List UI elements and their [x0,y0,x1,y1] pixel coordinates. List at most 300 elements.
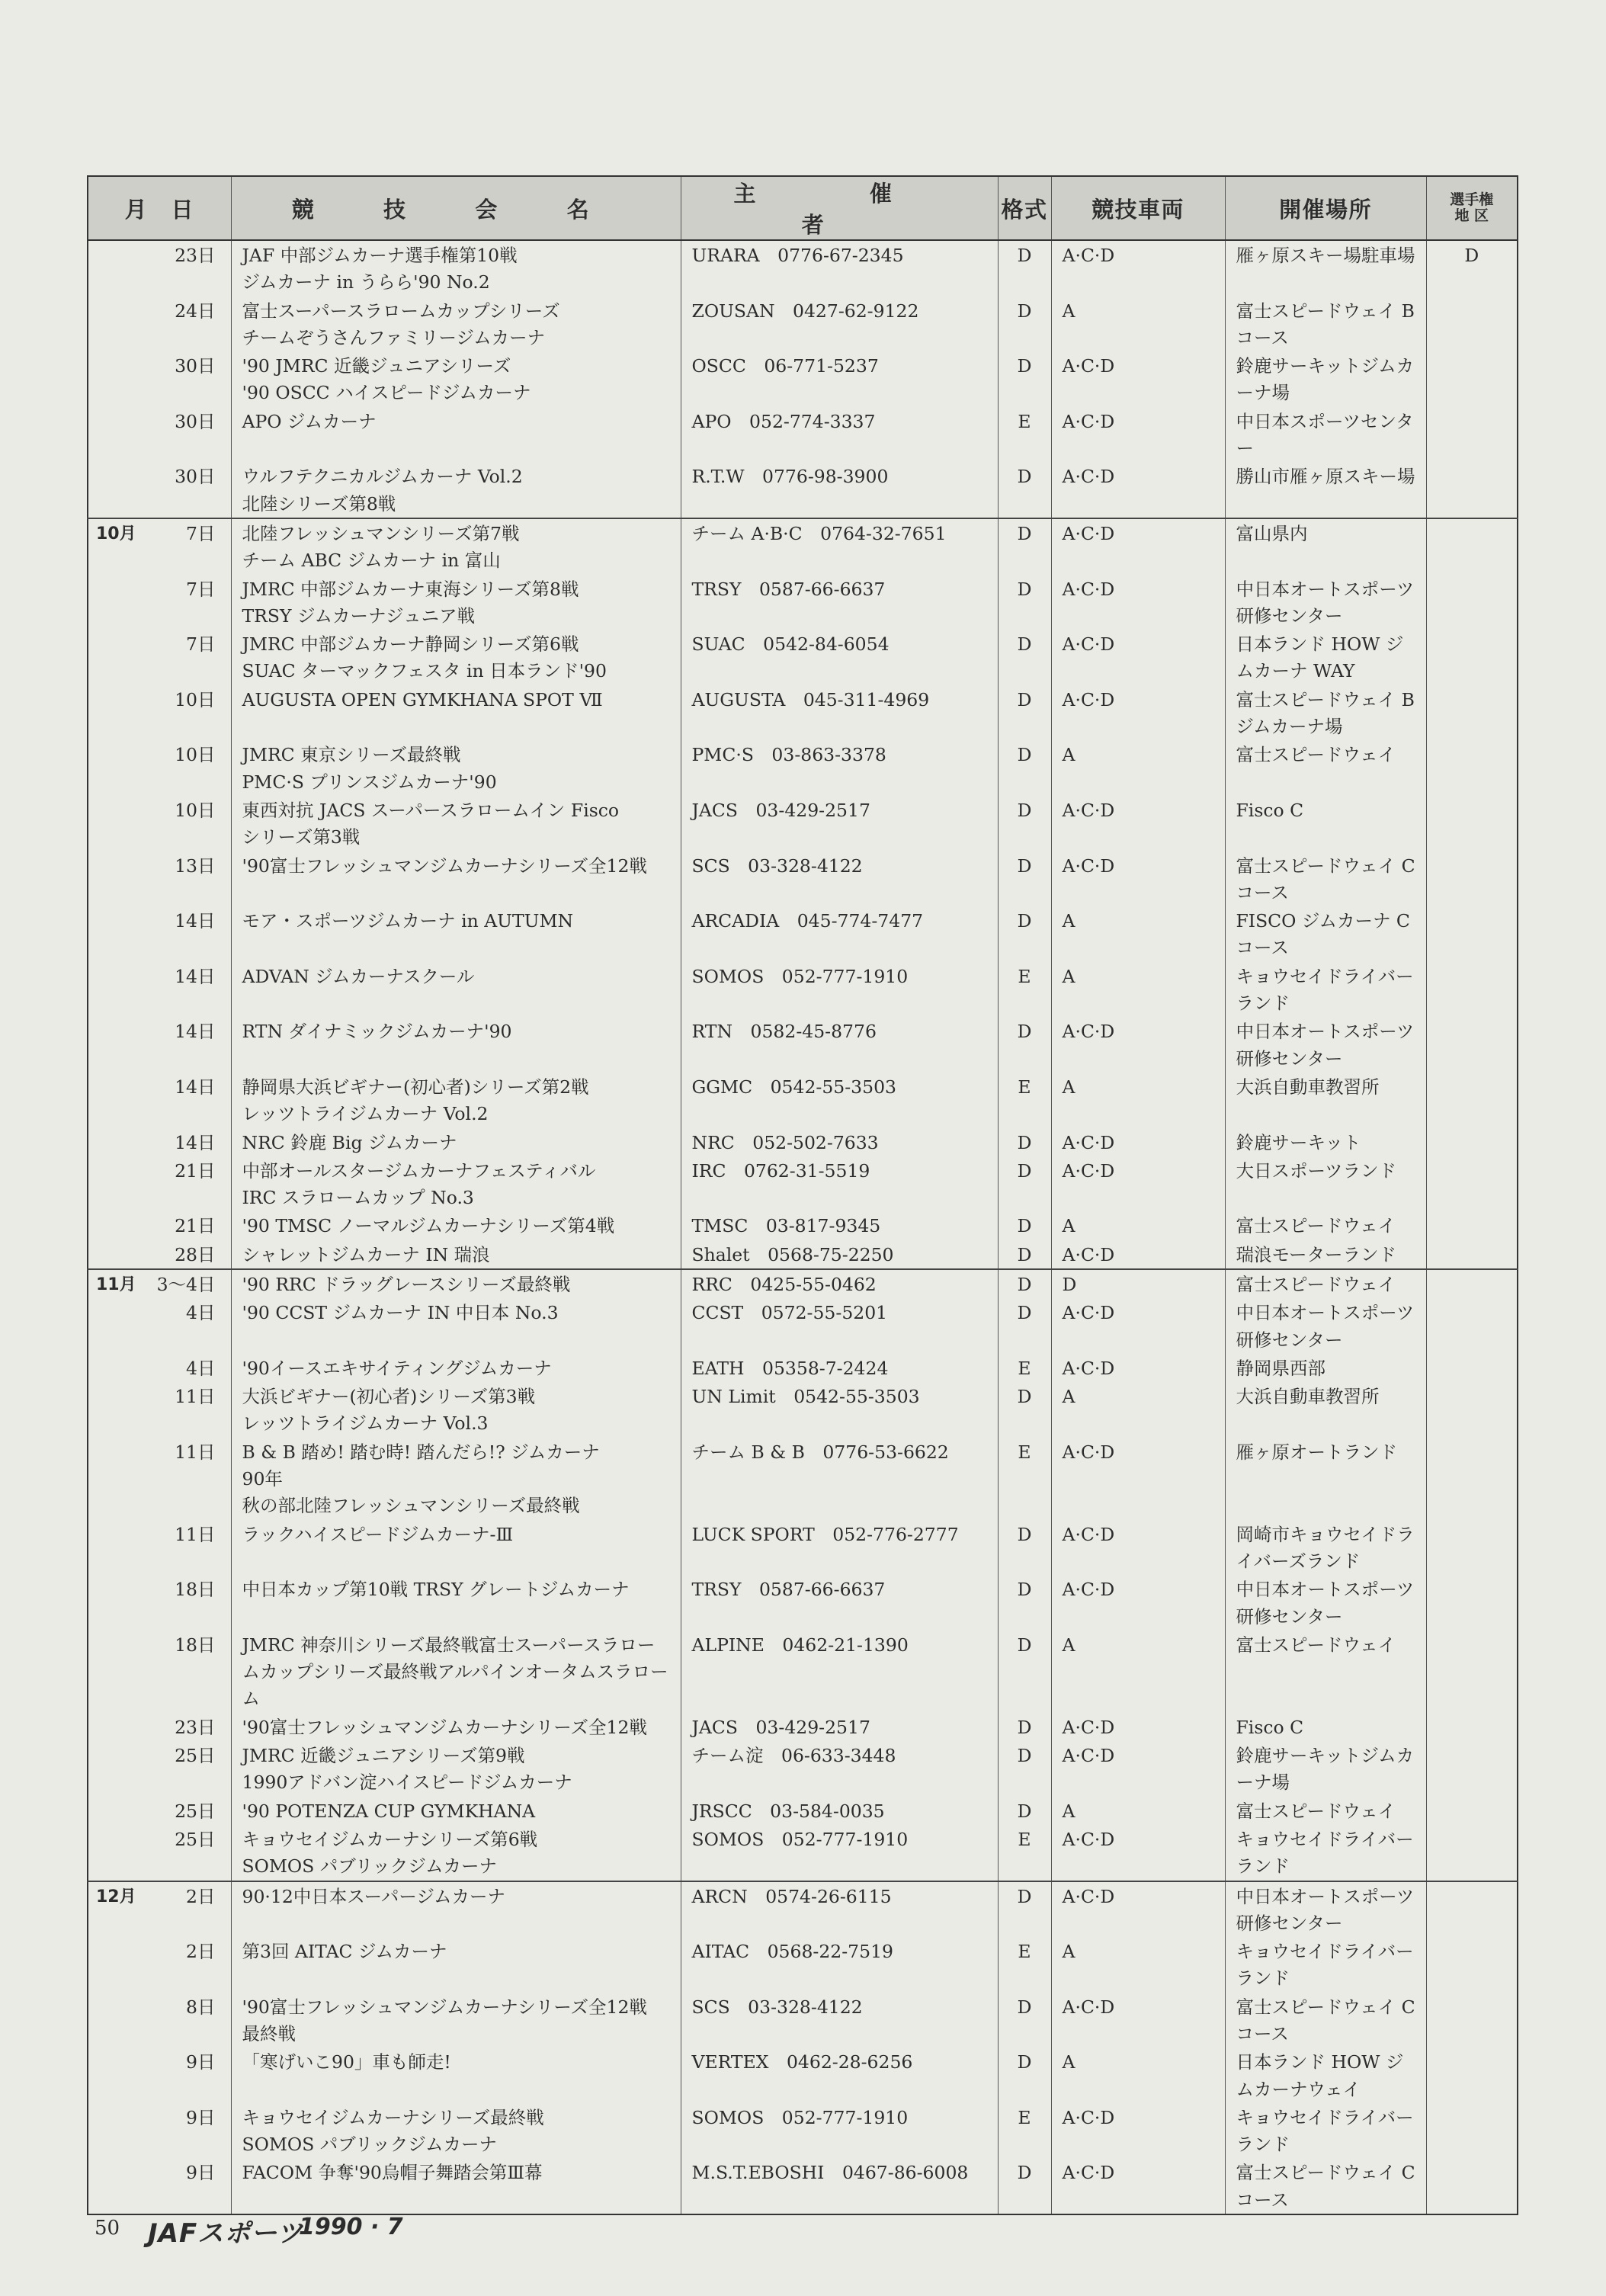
event-name-cell [231,1211,681,1239]
region-cell [1426,1713,1518,1741]
event-name-line: 北陸シリーズ第8戦 [242,492,396,515]
organizer-cell: ARCADIA 045-774-7477 [681,906,998,962]
event-name-cell [231,1937,681,1993]
format-cell: D [998,351,1051,407]
organizer-cell: EATH 05358-7-2424 [681,1354,998,1382]
vehicles-cell: A [1051,740,1225,796]
table-row [88,2047,1518,2103]
event-name-cell [231,1240,681,1269]
organizer-cell: R.T.W 0776-98-3900 [681,462,998,518]
day-label: 2日 [186,1885,216,1907]
vehicles-cell: A [1051,962,1225,1018]
venue-cell: 中日本オートスポーツ研修センター [1225,575,1426,630]
event-name-cell [231,575,681,630]
table-row [88,1269,1518,1298]
event-name-line: FACOM 争奪'90烏帽子舞踏会第Ⅲ幕 [242,2162,543,2184]
event-name-line: JAF 中部ジムカーナ選手権第10戦 [242,245,518,266]
format-cell: E [998,1438,1051,1520]
header-row [88,176,1518,240]
region-cell [1426,518,1518,575]
header-venue: 開催場所 [1225,176,1426,240]
format-cell: D [998,1017,1051,1073]
event-name-line: '90富士フレッシュマンジムカーナシリーズ全12戦 [242,1716,647,1738]
region-cell [1426,1354,1518,1382]
event-name-line: ラックハイスピードジムカーナ-Ⅲ [242,1523,514,1545]
organizer-cell: RTN 0582-45-8776 [681,1017,998,1073]
event-name-cell [231,1741,681,1797]
event-name-cell [231,462,681,518]
day-label: 10日 [175,744,216,766]
region-cell [1426,2158,1518,2214]
table-row [88,685,1518,741]
day-label: 25日 [175,1828,216,1850]
table-row [88,1520,1518,1576]
event-name-line: キョウセイジムカーナシリーズ最終戦 [242,2106,544,2128]
format-cell: E [998,1937,1051,1993]
date-cell [88,1269,231,1298]
date-cell [88,1575,231,1631]
event-name-line: 「寒げいこ90」車も師走! [242,2051,451,2073]
event-name-line: SUAC ターマックフェスタ in 日本ランド'90 [242,660,607,682]
region-cell [1426,685,1518,741]
format-cell: D [998,240,1051,297]
vehicles-cell: A·C·D [1051,407,1225,463]
event-name-line: ジムカーナ in うらら'90 No.2 [242,271,490,293]
header-region-bottom: 地 区 [1454,207,1489,224]
venue-cell: キョウセイドライバーランド [1225,1825,1426,1881]
date-cell [88,297,231,352]
issue-date: 1990 · 7 [299,2214,403,2240]
vehicles-cell: A·C·D [1051,1128,1225,1156]
day-label: 24日 [175,300,216,322]
table-row [88,1073,1518,1128]
table-row [88,297,1518,352]
header-vehicles: 競技車両 [1051,176,1225,240]
format-cell: D [998,1575,1051,1631]
venue-cell: Fisco C [1225,1713,1426,1741]
organizer-cell: LUCK SPORT 052-776-2777 [681,1520,998,1576]
venue-cell: 富士スピードウェイ [1225,740,1426,796]
organizer-cell: JRSCC 03-584-0035 [681,1797,998,1825]
venue-cell: キョウセイドライバーランド [1225,962,1426,1018]
event-name-line: ムカップシリーズ最終戦アルパインオータムスラロー [242,1661,668,1683]
venue-cell: 富士スピードウェイ C コース [1225,1993,1426,2048]
vehicles-cell: A·C·D [1051,240,1225,297]
date-cell [88,351,231,407]
organizer-cell: ARCN 0574-26-6115 [681,1881,998,1938]
organizer-cell: Shalet 0568-75-2250 [681,1240,998,1269]
table-row [88,851,1518,907]
table-row [88,1298,1518,1354]
table-row [88,1211,1518,1239]
venue-cell: 鈴鹿サーキットジムカーナ場 [1225,1741,1426,1797]
format-cell: D [998,2158,1051,2214]
vehicles-cell: A·C·D [1051,851,1225,907]
region-cell [1426,1937,1518,1993]
region-cell [1426,1156,1518,1212]
event-name-cell [231,2158,681,2214]
day-label: 11日 [175,1386,216,1408]
region-cell [1426,297,1518,352]
table-row [88,630,1518,685]
region-cell [1426,1520,1518,1576]
event-name-line: 90·12中日本スーパージムカーナ [242,1885,506,1907]
event-name-cell [231,1881,681,1938]
event-name-line: RTN ダイナミックジムカーナ'90 [242,1021,512,1043]
table-row [88,1017,1518,1073]
format-cell: E [998,1354,1051,1382]
month-label: 12月 [96,1887,136,1906]
date-cell [88,1128,231,1156]
date-cell [88,630,231,685]
date-cell [88,1354,231,1382]
organizer-cell: SCS 03-328-4122 [681,851,998,907]
format-cell: D [998,796,1051,851]
event-name-line: '90 POTENZA CUP GYMKHANA [242,1800,536,1822]
organizer-cell: ZOUSAN 0427-62-9122 [681,297,998,352]
vehicles-cell: A·C·D [1051,630,1225,685]
date-cell [88,1520,231,1576]
day-label: 9日 [186,2106,216,2128]
organizer-cell: SOMOS 052-777-1910 [681,962,998,1018]
event-name-line: キョウセイジムカーナシリーズ第6戦 [242,1828,538,1850]
format-cell: D [998,851,1051,907]
event-name-line: SOMOS パブリックジムカーナ [242,2134,497,2156]
day-label: 3～4日 [156,1273,216,1295]
day-label: 30日 [175,355,216,377]
day-label: 11日 [175,1523,216,1545]
event-name-cell [231,1128,681,1156]
region-cell [1426,1438,1518,1520]
organizer-cell: チーム B & B 0776-53-6622 [681,1438,998,1520]
day-label: 7日 [186,578,216,600]
venue-cell: キョウセイドライバーランド [1225,1937,1426,1993]
vehicles-cell: A·C·D [1051,351,1225,407]
organizer-cell: チーム淀 06-633-3448 [681,1741,998,1797]
table-row [88,1240,1518,1269]
event-name-line: '90 JMRC 近畿ジュニアシリーズ [242,355,511,377]
region-cell [1426,1128,1518,1156]
event-name-cell [231,518,681,575]
region-cell [1426,1382,1518,1438]
event-name-line: レッツトライジムカーナ Vol.2 [242,1103,489,1125]
format-cell: D [998,1993,1051,2048]
date-cell [88,685,231,741]
region-cell [1426,1825,1518,1881]
date-cell [88,1937,231,1993]
month-label: 10月 [96,524,136,544]
event-name-cell [231,297,681,352]
region-cell [1426,1993,1518,2048]
venue-cell: 中日本オートスポーツ研修センター [1225,1017,1426,1073]
vehicles-cell: A·C·D [1051,462,1225,518]
table-row [88,1128,1518,1156]
organizer-cell: TRSY 0587-66-6637 [681,575,998,630]
region-cell [1426,462,1518,518]
vehicles-cell: A·C·D [1051,1240,1225,1269]
magazine-logo: JAFスポーツ [148,2218,303,2249]
table-row [88,1881,1518,1938]
format-cell: D [998,1520,1051,1576]
date-cell [88,1073,231,1128]
format-cell: D [998,1797,1051,1825]
event-name-cell [231,962,681,1018]
day-label: 30日 [175,410,216,432]
vehicles-cell: A·C·D [1051,1741,1225,1797]
day-label: 18日 [175,1579,216,1601]
region-cell [1426,1797,1518,1825]
organizer-cell: UN Limit 0542-55-3503 [681,1382,998,1438]
format-cell: D [998,1881,1051,1938]
organizer-cell: CCST 0572-55-5201 [681,1298,998,1354]
format-cell: D [998,1128,1051,1156]
event-name-cell [231,1073,681,1128]
vehicles-cell: A·C·D [1051,1354,1225,1382]
organizer-cell: APO 052-774-3337 [681,407,998,463]
event-name-cell [231,1713,681,1741]
event-name-line: シリーズ第3戦 [242,826,361,848]
event-name-line: '90富士フレッシュマンジムカーナシリーズ全12戦 [242,1996,647,2018]
table-row [88,962,1518,1018]
date-cell [88,1713,231,1741]
vehicles-cell: A·C·D [1051,1881,1225,1938]
day-label: 14日 [175,910,216,932]
organizer-cell: TMSC 03-817-9345 [681,1211,998,1239]
event-name-cell [231,1520,681,1576]
month-label: 11月 [96,1275,136,1294]
date-cell [88,1017,231,1073]
vehicles-cell: A [1051,1937,1225,1993]
venue-cell: 富士スピードウェイ C コース [1225,2158,1426,2214]
vehicles-cell: A [1051,297,1225,352]
format-cell: D [998,1240,1051,1269]
vehicles-cell: A [1051,1211,1225,1239]
region-cell [1426,2103,1518,2159]
format-cell: E [998,962,1051,1018]
region-cell [1426,796,1518,851]
format-cell: D [998,685,1051,741]
region-cell [1426,1881,1518,1938]
venue-cell: 日本ランド HOW ジムカーナ WAY [1225,630,1426,685]
region-cell [1426,1741,1518,1797]
region-cell [1426,1240,1518,1269]
venue-cell: 雁ヶ原オートランド [1225,1438,1426,1520]
event-name-line: 中日本カップ第10戦 TRSY グレートジムカーナ [242,1579,630,1601]
event-name-line: B & B 踏め! 踏む時! 踏んだら!? ジムカーナ [242,1441,600,1463]
date-cell [88,740,231,796]
day-label: 2日 [186,1941,216,1963]
day-label: 10日 [175,799,216,821]
region-cell [1426,1298,1518,1354]
vehicles-cell: A [1051,1382,1225,1438]
event-name-cell [231,630,681,685]
vehicles-cell: A·C·D [1051,796,1225,851]
date-cell [88,1211,231,1239]
region-cell [1426,351,1518,407]
organizer-cell: JACS 03-429-2517 [681,1713,998,1741]
region-cell [1426,1269,1518,1298]
table-row [88,740,1518,796]
region-cell [1426,630,1518,685]
table-row [88,1937,1518,1993]
organizer-cell: M.S.T.EBOSHI 0467-86-6008 [681,2158,998,2214]
venue-cell: 岡崎市キョウセイドライバーズランド [1225,1520,1426,1576]
table-row [88,1382,1518,1438]
table-row [88,1797,1518,1825]
event-name-cell [231,1575,681,1631]
header-region-top: 選手権 [1450,191,1494,208]
header-date: 月 日 [88,176,231,240]
event-name-cell [231,1438,681,1520]
region-cell [1426,407,1518,463]
event-name-cell [231,1382,681,1438]
date-cell [88,906,231,962]
vehicles-cell: A [1051,1797,1225,1825]
table-row [88,906,1518,962]
date-cell [88,962,231,1018]
date-cell [88,796,231,851]
date-cell [88,240,231,297]
page-number: 50 [95,2217,120,2240]
day-label: 25日 [175,1745,216,1767]
table-row [88,1354,1518,1382]
format-cell: D [998,297,1051,352]
day-label: 10日 [175,688,216,710]
vehicles-cell: A·C·D [1051,1993,1225,2048]
organizer-cell: SUAC 0542-84-6054 [681,630,998,685]
event-name-line: 富士スーパースラロームカップシリーズ [242,300,560,322]
date-cell [88,1993,231,2048]
format-cell: E [998,407,1051,463]
day-label: 21日 [175,1215,216,1237]
format-cell: D [998,1713,1051,1741]
event-name-cell [231,1298,681,1354]
event-name-line: '90イースエキサイティングジムカーナ [242,1357,552,1379]
event-name-cell [231,2047,681,2103]
date-cell [88,1797,231,1825]
event-name-cell [231,1993,681,2048]
event-name-line: SOMOS パブリックジムカーナ [242,1855,497,1878]
day-label: 8日 [186,1996,216,2018]
venue-cell: 富山県内 [1225,518,1426,575]
event-name-line: モア・スポーツジムカーナ in AUTUMN [242,910,574,932]
organizer-cell: SOMOS 052-777-1910 [681,2103,998,2159]
table-row [88,1438,1518,1520]
event-name-line: ADVAN ジムカーナスクール [242,965,475,987]
table-row [88,2103,1518,2159]
event-name-cell [231,1269,681,1298]
organizer-cell: AITAC 0568-22-7519 [681,1937,998,1993]
day-label: 11日 [175,1441,216,1463]
day-label: 4日 [186,1357,216,1379]
organizer-cell: VERTEX 0462-28-6256 [681,2047,998,2103]
date-cell [88,2158,231,2214]
date-cell [88,1382,231,1438]
date-cell [88,1298,231,1354]
organizer-cell: チーム A·B·C 0764-32-7651 [681,518,998,575]
date-cell [88,575,231,630]
event-name-cell [231,1631,681,1713]
table-row [88,351,1518,407]
organizer-cell: SCS 03-328-4122 [681,1993,998,2048]
venue-cell: 中日本オートスポーツ研修センター [1225,1881,1426,1938]
format-cell: D [998,1631,1051,1713]
event-name-line: IRC スラロームカップ No.3 [242,1187,474,1209]
region-cell [1426,962,1518,1018]
format-cell: D [998,1269,1051,1298]
event-name-cell [231,1156,681,1212]
event-name-line: JMRC 神奈川シリーズ最終戦富士スーパースラロー [242,1634,656,1656]
table-row [88,462,1518,518]
organizer-cell: RRC 0425-55-0462 [681,1269,998,1298]
venue-cell: 鈴鹿サーキットジムカーナ場 [1225,351,1426,407]
organizer-cell: SOMOS 052-777-1910 [681,1825,998,1881]
venue-cell: 日本ランド HOW ジムカーナウェイ [1225,2047,1426,2103]
table-row [88,1993,1518,2048]
day-label: 25日 [175,1800,216,1822]
date-cell [88,1240,231,1269]
date-cell [88,1825,231,1881]
day-label: 9日 [186,2051,216,2073]
format-cell: D [998,1298,1051,1354]
region-cell [1426,1073,1518,1128]
event-name-cell [231,685,681,741]
region-cell [1426,740,1518,796]
event-name-cell [231,796,681,851]
day-label: 9日 [186,2162,216,2184]
event-name-line: '90富士フレッシュマンジムカーナシリーズ全12戦 [242,855,647,877]
region-cell [1426,1575,1518,1631]
organizer-cell: AUGUSTA 045-311-4969 [681,685,998,741]
venue-cell: 富士スピードウェイ [1225,1797,1426,1825]
date-cell [88,462,231,518]
header-championship-region [1426,176,1518,240]
date-cell [88,1631,231,1713]
event-name-cell [231,240,681,297]
venue-cell: 雁ヶ原スキー場駐車場 [1225,240,1426,297]
event-name-line: 北陸フレッシュマンシリーズ第7戦 [242,522,520,544]
event-name-cell [231,407,681,463]
schedule-body [88,240,1518,2214]
format-cell: D [998,518,1051,575]
date-cell [88,2047,231,2103]
event-name-line: 秋の部北陸フレッシュマンシリーズ最終戦 [242,1495,580,1517]
vehicles-cell: A·C·D [1051,1520,1225,1576]
event-name-line: JMRC 東京シリーズ最終戦 [242,744,461,766]
vehicles-cell: A·C·D [1051,2103,1225,2159]
format-cell: D [998,906,1051,962]
venue-cell: 勝山市雁ヶ原スキー場 [1225,462,1426,518]
region-cell [1426,2047,1518,2103]
event-name-line: JMRC 中部ジムカーナ静岡シリーズ第6戦 [242,633,579,656]
day-label: 30日 [175,466,216,488]
event-name-line: 90年 [242,1468,283,1490]
day-label: 14日 [175,1021,216,1043]
organizer-cell: OSCC 06-771-5237 [681,351,998,407]
region-cell [1426,1017,1518,1073]
venue-cell: Fisco C [1225,796,1426,851]
vehicles-cell: A·C·D [1051,1575,1225,1631]
day-label: 14日 [175,1076,216,1098]
venue-cell: 瑞浪モーターランド [1225,1240,1426,1269]
format-cell: D [998,462,1051,518]
format-cell: E [998,1073,1051,1128]
organizer-cell: GGMC 0542-55-3503 [681,1073,998,1128]
venue-cell: 中日本スポーツセンター [1225,407,1426,463]
vehicles-cell: A·C·D [1051,518,1225,575]
event-name-line: 大浜ビギナー(初心者)シリーズ第3戦 [242,1386,536,1408]
table-row [88,240,1518,297]
